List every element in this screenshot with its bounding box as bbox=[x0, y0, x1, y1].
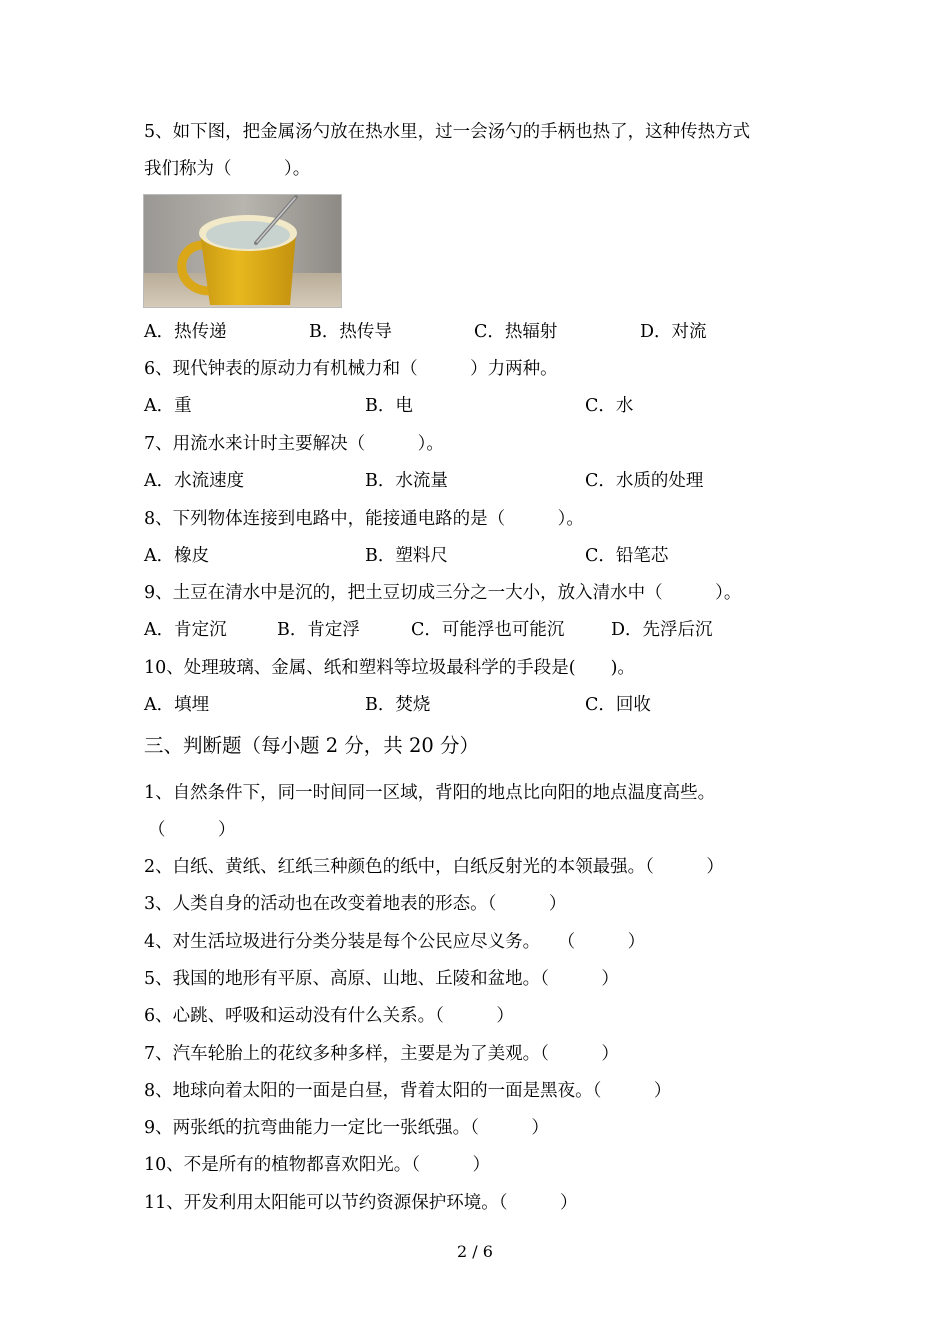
option-a[interactable]: A．填埋 bbox=[144, 695, 210, 715]
judgment-item-5: 5、我国的地形有平原、高原、山地、丘陵和盆地。（ ） bbox=[144, 969, 619, 989]
judgment-item-2: 2、白纸、黄纸、红纸三种颜色的纸中，白纸反射光的本领最强。（ ） bbox=[144, 857, 724, 877]
cup-spoon-photo bbox=[143, 194, 342, 308]
judgment-item-3: 3、人类自身的活动也在改变着地表的形态。（ ） bbox=[144, 894, 567, 914]
section-title-judgment: 三、判断题（每小题 2 分，共 20 分） bbox=[144, 734, 480, 757]
judgment-item-9: 9、两张纸的抗弯曲能力一定比一张纸强。（ ） bbox=[144, 1118, 549, 1138]
question-6: 6、现代钟表的原动力有机械力和（ ）力两种。 bbox=[144, 359, 558, 379]
option-b[interactable]: B．肯定浮 bbox=[277, 620, 360, 640]
option-d[interactable]: D．先浮后沉 bbox=[611, 620, 713, 640]
judgment-item-8: 8、地球向着太阳的一面是白昼，背着太阳的一面是黑夜。（ ） bbox=[144, 1081, 672, 1101]
option-b[interactable]: B．水流量 bbox=[365, 471, 448, 491]
option-c[interactable]: C．水 bbox=[585, 396, 634, 416]
judgment-item-1-line-1: 1、自然条件下，同一时间同一区域，背阳的地点比向阳的地点温度高些。 bbox=[144, 783, 716, 803]
judgment-item-1-line-2: （ ） bbox=[148, 820, 236, 840]
option-a[interactable]: A．水流速度 bbox=[144, 471, 245, 491]
option-c[interactable]: C．水质的处理 bbox=[585, 471, 704, 491]
question-8: 8、下列物体连接到电路中，能接通电路的是（ ）。 bbox=[144, 509, 584, 529]
option-b[interactable]: B．塑料尺 bbox=[365, 546, 448, 566]
page-number: 2 / 6 bbox=[457, 1242, 493, 1261]
judgment-item-11: 11、开发利用太阳能可以节约资源保护环境。（ ） bbox=[144, 1193, 578, 1213]
option-c[interactable]: C．可能浮也可能沉 bbox=[411, 620, 565, 640]
option-a[interactable]: A．橡皮 bbox=[144, 546, 210, 566]
option-d[interactable]: D．对流 bbox=[640, 322, 707, 342]
judgment-item-6: 6、心跳、呼吸和运动没有什么关系。（ ） bbox=[144, 1006, 514, 1026]
question-9: 9、土豆在清水中是沉的，把土豆切成三分之一大小，放入清水中（ ）。 bbox=[144, 583, 742, 603]
question-10: 10、处理玻璃、金属、纸和塑料等垃圾最科学的手段是( )。 bbox=[144, 658, 635, 678]
option-a[interactable]: A．肯定沉 bbox=[144, 620, 227, 640]
judgment-item-4: 4、对生活垃圾进行分类分装是每个公民应尽义务。 （ ） bbox=[144, 932, 646, 952]
option-c[interactable]: C．回收 bbox=[585, 695, 651, 715]
judgment-item-7: 7、汽车轮胎上的花纹多种多样，主要是为了美观。（ ） bbox=[144, 1044, 619, 1064]
option-b[interactable]: B．电 bbox=[365, 396, 413, 416]
option-a[interactable]: A．热传递 bbox=[144, 322, 227, 342]
question-5-line-2: 我们称为（ ）。 bbox=[144, 159, 311, 179]
option-b[interactable]: B．焚烧 bbox=[365, 695, 431, 715]
option-c[interactable]: C．铅笔芯 bbox=[585, 546, 669, 566]
option-c[interactable]: C．热辐射 bbox=[474, 322, 558, 342]
question-7: 7、用流水来计时主要解决（ ）。 bbox=[144, 434, 444, 454]
option-a[interactable]: A．重 bbox=[144, 396, 192, 416]
option-b[interactable]: B．热传导 bbox=[309, 322, 392, 342]
judgment-item-10: 10、不是所有的植物都喜欢阳光。（ ） bbox=[144, 1155, 491, 1175]
question-5-line-1: 5、如下图，把金属汤勺放在热水里，过一会汤勺的手柄也热了，这种传热方式 bbox=[144, 122, 751, 142]
